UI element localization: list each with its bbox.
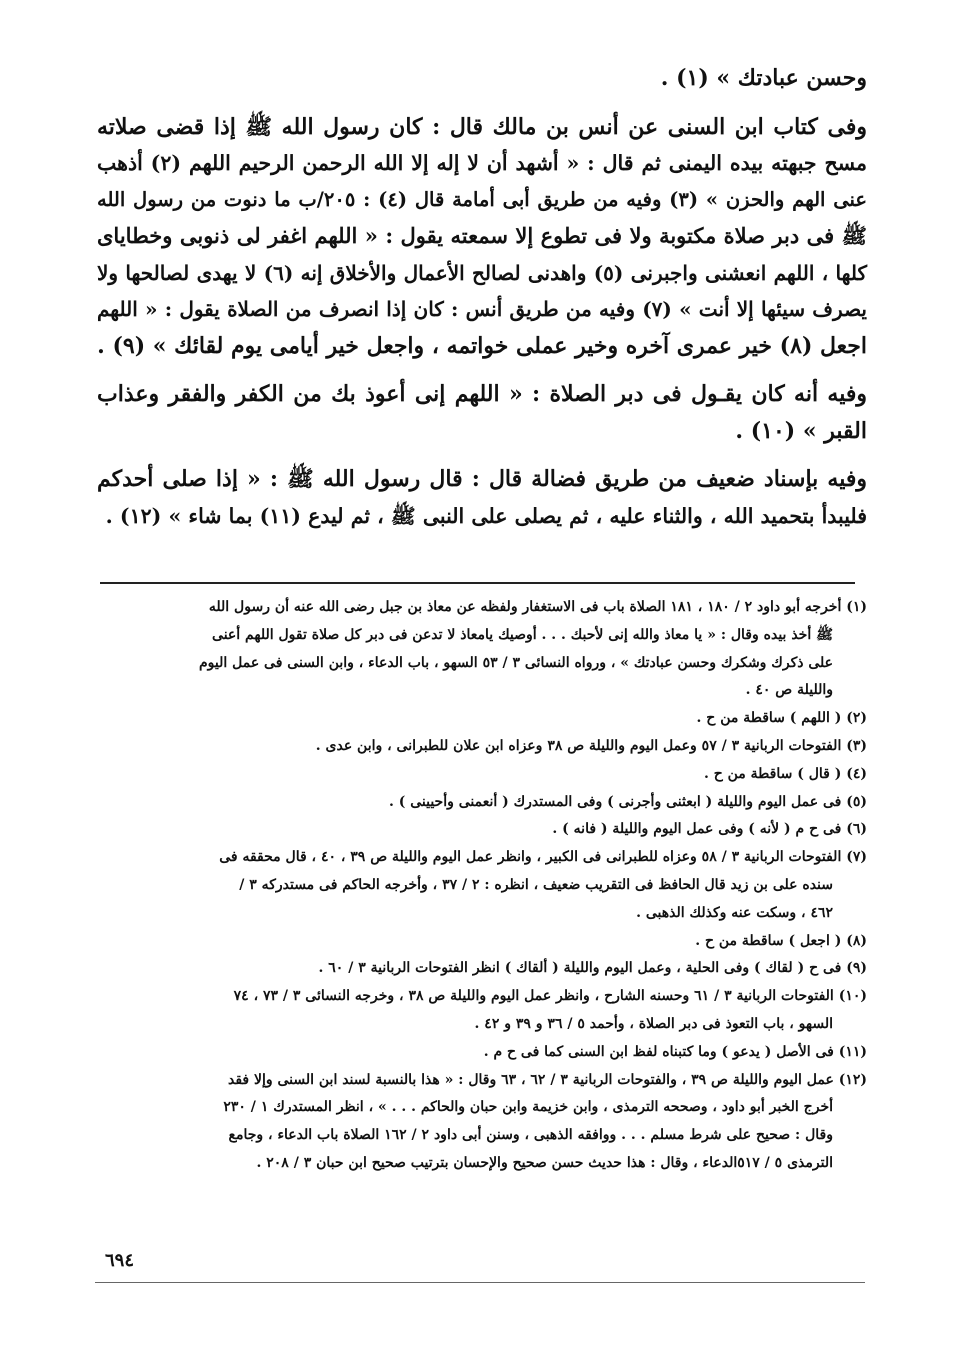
- page-number-rule: [95, 1282, 865, 1283]
- footnote-line: (١٢) عمل اليوم والليلة ص ٣٩ ، والفتوحات الربانية ٣ / ٦٢ ، ٦٣ وقال : « هذا بالنسبة لسند ابن السنى وإلا فقد: [227, 1071, 867, 1088]
- footnote-line: وقال : صحيح على شرط مسلم . . . ووافقه الذهبى ، وسنن أبى داود ٢ / ١٦٢ الصلاة باب الدعاء ، وجامع: [228, 1127, 833, 1144]
- footnote-line: (٥) فى عمل اليوم والليلة ( ابعثنى وأجرنى ) وفى المستدرك ( أنعمنى وأحيينى ) .: [388, 793, 867, 810]
- footnote-line: (٩) فى ح ( لقاك ) وفى الحلية ، وعمل اليوم والليلة ( ألقاك ) انظر الفتوحات الربانية ٣ / ٦٠ .: [318, 960, 867, 977]
- text-line: مسح جبهته بيده اليمنى ثم قال : « أشهد أن لا إله إلا الله الرحمن الرحيم اللهم (٢) أذهب: [97, 151, 867, 175]
- footnote-line: (٢) ( اللهم ) ساقطة من ح .: [696, 710, 867, 727]
- text-line: وفيه أنه كان يقـول فى دبر الصلاة : « اللهم إنى أعوذ بك من الكفر والفقر وعذاب: [97, 381, 867, 407]
- footnote-line: والليلة ص ٤٠ .: [745, 682, 833, 699]
- footnote-line: (٧) الفتوحات الربانية ٣ / ٥٨ وعزاه للطبرانى فى الكبير ، وانظر عمل اليوم والليلة ص ٣٩ ، ٤٠ ، قال محققه فى: [219, 849, 867, 866]
- text-line: وفيه بإسناد ضعيف من طريق فضالة قال : قال رسول الله ﷺ : « إذا صلى أحدكم: [97, 466, 867, 492]
- footnote-line: على ذكرك وشكرك وحسن عبادتك » ، ورواه النسائى ٣ / ٥٣ السهو ، باب الدعاء ، وابن السنى فى عمل اليوم: [198, 654, 833, 671]
- footnote-line: الترمذى ٥ / ٥١٧الدعاء ، وقال : هذا حديث حسن صحيح والإحسان بترتيب صحيح ابن حبان ٣ / ٢٠٨ .: [256, 1154, 833, 1171]
- footnote-line: (١) أخرجه أبو داود ٢ / ١٨٠ ، ١٨١ الصلاة باب فى الاستغفار ولفظه عن معاذ بن جبل رضى الله عنه أن رسول الله: [208, 599, 867, 615]
- main-text: [97, 60, 867, 534]
- footnote-line: السهو ، باب التعوذ فى دبر الصلاة ، وأحمد ٥ / ٣٦ و ٣٩ و ٤٢ .: [474, 1015, 833, 1032]
- footnote-line: ﷺ أخذ بيده وقال : « يا معاذ والله إنى لأحبك . . . أوصيك يامعاذ لا تدعن فى دبر كل صلاة تقول اللهم أعنى: [212, 626, 833, 643]
- text-line: وفى كتاب ابن السنى عن أنس بن مالك قال : كان رسول الله ﷺ إذا قضى صلاته: [97, 113, 867, 140]
- footnote-separator: [100, 582, 855, 584]
- text-line: فليبدأ بتحميد الله ، والثناء عليه ، ثم يصلى على النبى ﷺ ، ثم ليدع (١١) بما شاء » (١٢) .: [105, 503, 867, 528]
- footnote-line: (١٠) الفتوحات الربانية ٣ / ٦١ وحسنه الشارح ، وانظر عمل اليوم والليلة ص ٣٨ ، وخرجه النسائى ٣ / ٧٣ ، ٧٤: [233, 988, 867, 1005]
- footnotes: [97, 594, 867, 1178]
- text-line: اجعل (٨) خير عمرى آخره وخير عملى خواتمه ، واجعل خير أيامى يوم لقائك » (٩) .: [97, 332, 867, 359]
- footnote-line: (١١) فى الأصل ( يدعو ) وما كتبناه لفظ ابن السنى كما فى ح م .: [483, 1043, 867, 1060]
- footnote-line: (٨) ( اجعل ) ساقطة من ح .: [695, 932, 867, 949]
- footnote-line: أخرج الخبر أبو داود ، وصححه الترمذى ، وابن خزيمة وابن حبان والحاكم . . . » ، انظر المستدرك ١ / ٢٣٠: [223, 1099, 833, 1116]
- footnote-line: سنده على بن زيد قال الحافظ فى التقريب ضعيف ، انظره : ٢ / ٣٧ ، وأخرجه الحاكم فى مستدركه ٣ /: [239, 876, 833, 893]
- footnote-line: (٣) الفتوحات الربانية ٣ / ٥٧ وعمل اليوم والليلة ص ٣٨ وعزاه ابن علان للطبرانى ، وابن عدى .: [315, 737, 867, 754]
- text-line: يصرف سيئها إلا أنت » (٧) وفيه من طريق أنس : كان إذا انصرف من الصلاة يقول : « اللهم: [97, 297, 867, 321]
- footnote-line: (٤) ( قال ) ساقطة من ح .: [703, 765, 867, 782]
- text-line: عنى الهم والحزن » (٣) وفيه من طريق أبى أمامة قال (٤) : ٢٠٥/ب ما دنوت من رسول الله: [97, 187, 867, 211]
- text-line: كلها ، اللهم انعشنى واجبرنى (٥) واهدنى لصالح الأعمال والأخلاق إنه (٦) لا يهدى لصالحها ولا: [97, 260, 867, 285]
- footnote-line: ٤٦٢ ، وسكت عنه وكذلك الذهبى .: [636, 904, 833, 921]
- text-line: وحسن عبادتك » (١) .: [660, 65, 867, 91]
- footnote-line: (٦) فى ح م ( لأنه ) وفى عمل اليوم والليلة ( فانه ) .: [552, 821, 867, 838]
- text-line: ﷺ فى دبر صلاة مكتوبة ولا فى تطوع إلا سمعته يقول : « اللهم اغفر لى ذنوبى وخطاياى: [97, 223, 867, 248]
- text-line: القبر » (١٠) .: [735, 417, 867, 444]
- page-number: ٦٩٤: [105, 1250, 135, 1271]
